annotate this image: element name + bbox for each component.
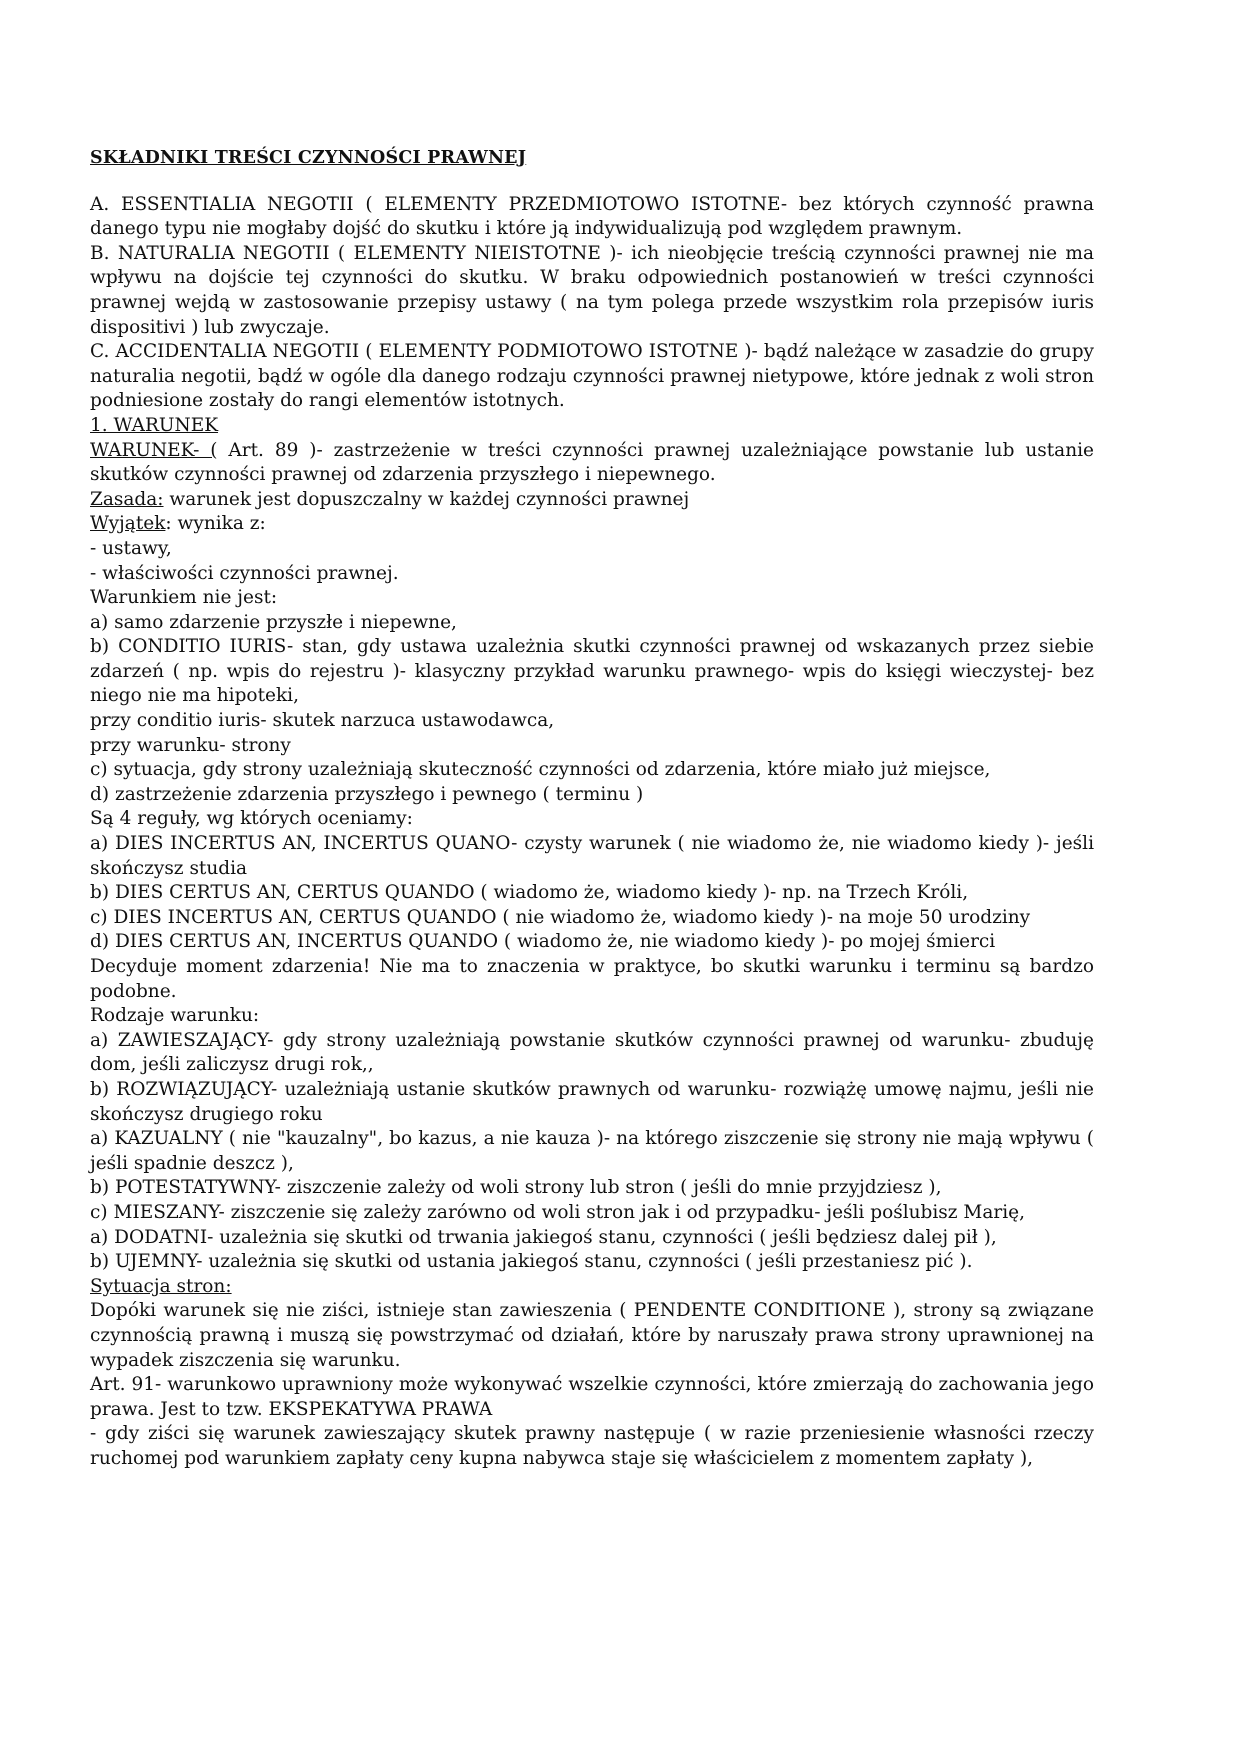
document-page — [90, 146, 1094, 1471]
paragraph — [90, 414, 1094, 439]
paragraph-text: d) DIES CERTUS AN, INCERTUS QUANDO ( wiadomo że, nie wiadomo kiedy )- po mojej śmierci — [90, 931, 996, 953]
paragraph — [90, 1226, 1094, 1251]
paragraph — [90, 537, 1094, 562]
paragraph-text: c) sytuacja, gdy strony uzależniają skuteczność czynności od zdarzenia, które miało już miejsce, — [90, 759, 991, 781]
paragraph-text: a) KAZUALNY ( nie "kauzalny", bo kazus, a nie kauza )- na którego ziszczenie się strony nie mają wpływu ( jeśli spadnie deszcz ), — [90, 1128, 1094, 1174]
paragraph-text: warunek jest dopuszczalny w każdej czynności prawnej — [163, 488, 690, 510]
paragraph — [90, 1201, 1094, 1226]
paragraph-text: przy conditio iuris- skutek narzuca ustawodawca, — [90, 710, 555, 732]
paragraph-text: a) samo zdarzenie przyszłe i niepewne, — [90, 611, 457, 633]
paragraph-text: Są 4 reguły, wg których oceniamy: — [90, 808, 413, 830]
paragraph-text: b) POTESTATYWNY- ziszczenie zależy od woli strony lub stron ( jeśli do mnie przyjdziesz ), — [90, 1177, 942, 1199]
paragraph — [90, 709, 1094, 734]
paragraph-text: - gdy ziści się warunek zawieszający skutek prawny następuje ( w razie przeniesienie własności rzeczy ruchomej pod warunkiem zapłaty ceny kupna nabywca staje się właścicielem z momentem zapłaty ), — [90, 1423, 1094, 1469]
paragraph-text: Decyduje moment zdarzenia! Nie ma to znaczenia w praktyce, bo skutki warunku i terminu są bardzo podobne. — [90, 956, 1094, 1002]
paragraph-text: b) ROZWIĄZUJĄCY- uzależniają ustanie skutków prawnych od warunku- rozwiążę umowę najmu, jeśli nie skończysz drugiego roku — [90, 1078, 1094, 1125]
underlined-lead: WARUNEK- ( — [90, 439, 218, 461]
paragraph — [90, 734, 1094, 759]
paragraph — [90, 1176, 1094, 1201]
paragraph-text: przy warunku- strony — [90, 734, 291, 756]
underlined-lead: Sytuacja stron: — [90, 1275, 232, 1297]
paragraph — [90, 512, 1094, 537]
paragraph-text: b) UJEMNY- uzależnia się skutki od ustania jakiegoś stanu, czynności ( jeśli przestaniesz pić ). — [90, 1251, 973, 1273]
paragraph — [90, 881, 1094, 906]
underlined-lead: 1. WARUNEK — [90, 414, 219, 436]
paragraph — [90, 1422, 1094, 1471]
paragraph — [90, 807, 1094, 832]
paragraph — [90, 1373, 1094, 1422]
underlined-lead: Wyjątek — [90, 513, 166, 535]
paragraph-text: b) CONDITIO IURIS- stan, gdy ustawa uzależnia skutki czynności prawnej od wskazanych przez siebie zdarzeń ( np. wpis do rejestru )- klasyczny przykład warunku prawnego- wpis do księgi wieczystej- bez niego nie ma hipoteki, — [90, 636, 1094, 707]
paragraph-text: B. NATURALIA NEGOTII ( ELEMENTY NIEISTOTNE )- ich nieobjęcie treścią czynności prawnej nie ma wpływu na dojście tej czynności do skutku. W braku odpowiednich postanowień w treści czynności prawnej wejdą w zastosowanie przepisy ustawy ( na tym polega przede wszystkim rola przepisów iuris dispositivi ) lub zwyczaje. — [90, 242, 1094, 338]
paragraph-text: a) DIES INCERTUS AN, INCERTUS QUANO- czysty warunek ( nie wiadomo że, nie wiadomo kiedy )- jeśli skończysz studia — [90, 833, 1094, 879]
paragraph — [90, 930, 1094, 955]
underlined-lead: Zasada: — [90, 488, 164, 510]
paragraph-text: A. ESSENTIALIA NEGOTII ( ELEMENTY PRZEDMIOTOWO ISTOTNE- bez których czynność prawna danego typu nie mogłaby dojść do skutku i które ją indywidualizują pod względem prawnym. — [90, 193, 1094, 240]
paragraph — [90, 783, 1094, 808]
paragraph — [90, 758, 1094, 783]
paragraph-text: Art. 89 )- zastrzeżenie w treści czynności prawnej uzależniające powstanie lub ustanie skutków czynności prawnej od zdarzenia przyszłego i niepewnego. — [90, 439, 1094, 486]
paragraph-text: c) MIESZANY- ziszczenie się zależy zarówno od woli stron jak i od przypadku- jeśli poślubisz Marię, — [90, 1201, 1025, 1223]
document-body — [90, 193, 1094, 1472]
paragraph — [90, 1299, 1094, 1373]
paragraph — [90, 340, 1094, 414]
paragraph-text: Warunkiem nie jest: — [90, 587, 278, 609]
paragraph-text: Dopóki warunek się nie ziści, istnieje stan zawieszenia ( PENDENTE CONDITIONE ), strony są związane czynnością prawną i muszą się powstrzymać od działań, które by naruszały prawa strony uprawnionej na wypadek ziszczenia się warunku. — [90, 1300, 1094, 1371]
paragraph-text: - właściwości czynności prawnej. — [90, 562, 399, 584]
paragraph-text: b) DIES CERTUS AN, CERTUS QUANDO ( wiadomo że, wiadomo kiedy )- np. na Trzech Króli, — [90, 882, 969, 904]
paragraph-text: C. ACCIDENTALIA NEGOTII ( ELEMENTY PODMIOTOWO ISTOTNE )- bądź należące w zasadzie do grupy naturalia negotii, bądź w ogóle dla danego rodzaju czynności prawnej nietypowe, które jednak z woli stron podniesione zostały do rangi elementów istotnych. — [90, 341, 1094, 412]
paragraph-text: a) ZAWIESZAJĄCY- gdy strony uzależniają powstanie skutków czynności prawnej od warunku- zbuduję dom, jeśli zaliczysz drugi rok,, — [90, 1029, 1094, 1076]
paragraph — [90, 562, 1094, 587]
paragraph — [90, 439, 1094, 488]
paragraph-text: c) DIES INCERTUS AN, CERTUS QUANDO ( nie wiadomo że, wiadomo kiedy )- na moje 50 urodziny — [90, 906, 1031, 928]
paragraph — [90, 1250, 1094, 1275]
paragraph-text: - ustawy, — [90, 537, 172, 559]
document-title: SKŁADNIKI TREŚCI CZYNNOŚCI PRAWNEJ — [90, 148, 527, 168]
paragraph-text: Art. 91- warunkowo uprawniony może wykonywać wszelkie czynności, które zmierzają do zachowania jego prawa. Jest to tzw. EKSPEKATYWA PRAWA — [90, 1374, 1094, 1420]
paragraph — [90, 611, 1094, 636]
paragraph-text: d) zastrzeżenie zdarzenia przyszłego i pewnego ( terminu ) — [90, 783, 644, 805]
paragraph — [90, 1029, 1094, 1078]
paragraph — [90, 242, 1094, 340]
paragraph — [90, 955, 1094, 1004]
paragraph — [90, 1127, 1094, 1176]
paragraph-text: Rodzaje warunku: — [90, 1005, 260, 1027]
paragraph — [90, 1004, 1094, 1029]
paragraph — [90, 1275, 1094, 1300]
paragraph — [90, 488, 1094, 513]
paragraph — [90, 1078, 1094, 1127]
paragraph-text: : wynika z: — [165, 513, 266, 535]
paragraph — [90, 193, 1094, 242]
paragraph — [90, 832, 1094, 881]
paragraph — [90, 635, 1094, 709]
paragraph — [90, 906, 1094, 931]
paragraph — [90, 586, 1094, 611]
paragraph-text: a) DODATNI- uzależnia się skutki od trwania jakiegoś stanu, czynności ( jeśli będziesz dalej pił ), — [90, 1226, 997, 1248]
